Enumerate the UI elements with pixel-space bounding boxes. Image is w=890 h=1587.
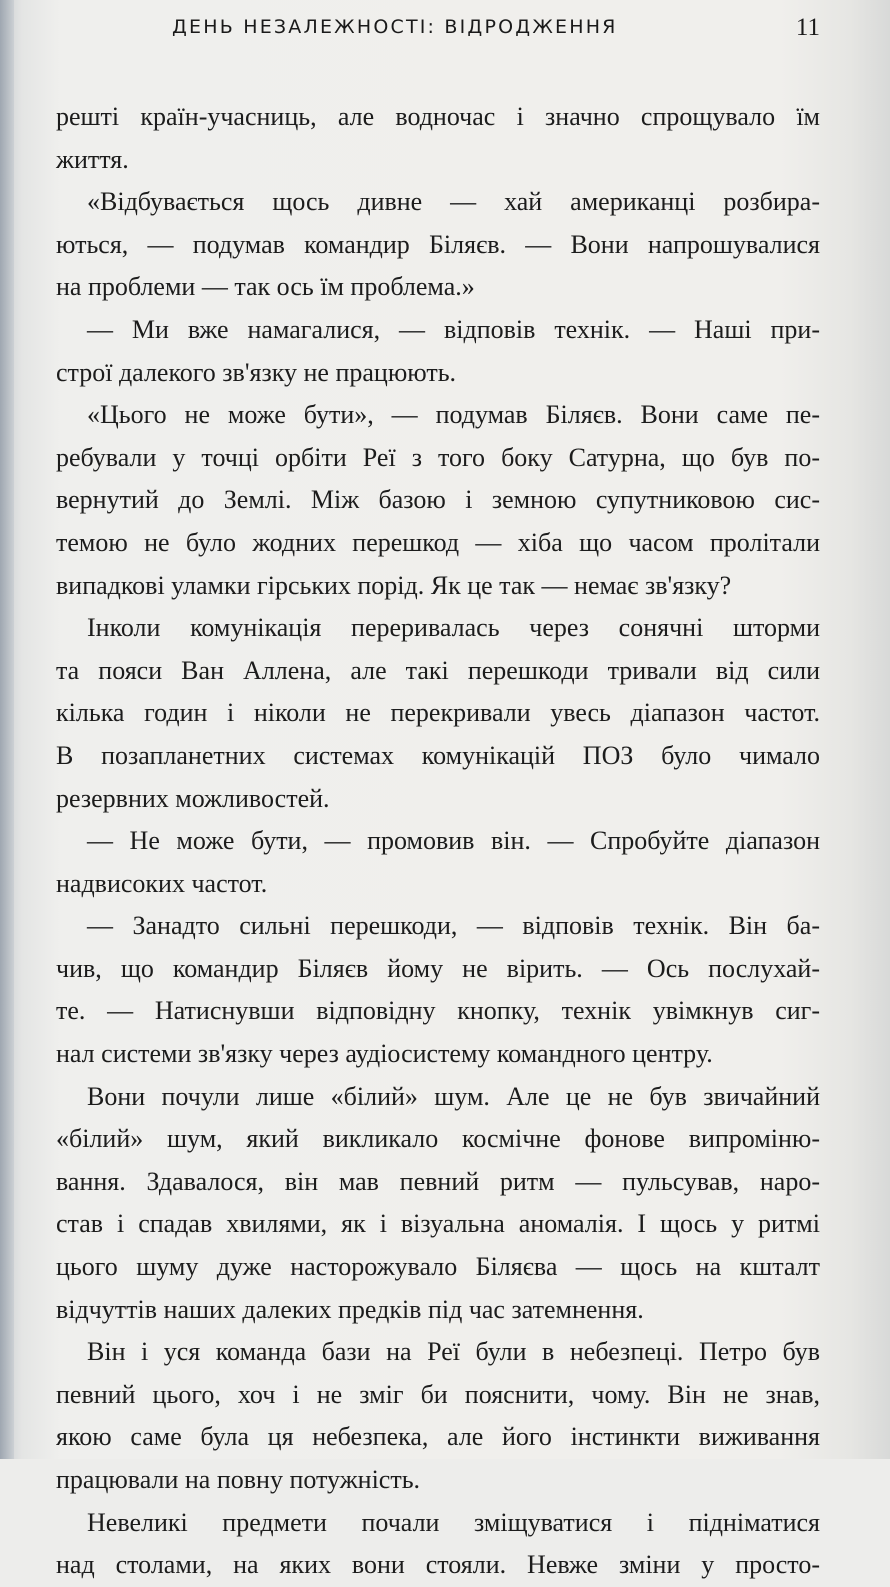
text-line: випадкові уламки гірських порід. Як це так — немає зв'язку? <box>56 570 732 600</box>
text-line: «Цього не може бути», — подумав Біляєв. Вони саме пе- <box>87 400 820 430</box>
text-line: вання. Здавалося, він мав певний ритм — пульсував, наро- <box>56 1166 820 1196</box>
text-line: відчуттів наших далеких предків під час затемнення. <box>56 1294 644 1324</box>
running-title: ДЕНЬ НЕЗАЛЕЖНОСТІ: ВІДРОДЖЕННЯ <box>172 16 618 38</box>
text-line: працювали на повну потужність. <box>56 1465 421 1494</box>
text-line: вернутий до Землі. Між базою і земною супутниковою сис- <box>56 485 820 515</box>
text-line: нал системи зв'язку через аудіосистему командного центру. <box>56 1039 713 1069</box>
paragraph <box>56 96 820 181</box>
page-number: 11 <box>795 14 820 41</box>
paragraph <box>56 1502 820 1587</box>
paragraph <box>56 309 820 394</box>
text-line: темою не було жодних перешкод — хіба що часом пролітали <box>56 527 820 557</box>
text-line: ються, — подумав командир Біляєв. — Вони напрошувалися <box>56 229 820 259</box>
text-line: на проблеми — так ось їм проблема.» <box>56 272 475 302</box>
page-edge-shadow <box>0 0 14 1459</box>
text-line: певний цього, хоч і не зміг би пояснити, чому. Він не знав, <box>56 1379 820 1409</box>
text-line: цього шуму дуже насторожувало Біляєва — щось на кшталт <box>56 1252 820 1282</box>
paragraph <box>56 820 820 905</box>
text-line: надвисоких частот. <box>56 868 268 898</box>
text-line: чив, що командир Біляєв йому не вірить. — Ось послухай- <box>56 953 820 983</box>
text-line: якою саме була ця небезпека, але його інстинкти виживання <box>56 1422 820 1452</box>
text-line: став і спадав хвилями, як і візуальна аномалія. І щось у ритмі <box>56 1209 820 1239</box>
text-line: решті країн-учасниць, але водночас і значно спрощувало їм <box>56 102 820 131</box>
paragraph <box>56 1331 820 1501</box>
text-line: ребували у точці орбіти Реї з того боку Сатурна, що був по- <box>56 442 820 472</box>
paragraph <box>56 181 820 309</box>
text-line: «білий» шум, який викликало космічне фонове випроміню- <box>56 1124 820 1154</box>
text-line: Інколи комунікація переривалась через сонячні шторми <box>87 613 820 643</box>
text-line: В позапланетних системах комунікацій ПОЗ було чимало <box>56 740 820 770</box>
text-line: «Відбувається щось дивне — хай американці розбира- <box>87 187 820 217</box>
paragraph <box>56 1076 820 1332</box>
text-line: Він і уся команда бази на Реї були в небезпеці. Петро був <box>87 1337 820 1367</box>
paragraph <box>56 905 820 1075</box>
text-line: — Ми вже намагалися, — відповів технік. — Наші при- <box>87 314 820 344</box>
paragraph <box>56 607 820 820</box>
text-line: над столами, на яких вони стояли. Невже зміни у просто- <box>56 1550 820 1580</box>
text-line: Невеликі предмети почали зміщуватися і підніматися <box>87 1507 820 1537</box>
page-header <box>172 14 820 48</box>
text-line: — Не може бути, — промовив він. — Спробуйте діапазон <box>87 826 820 856</box>
text-line: — Занадто сильні перешкоди, — відповів технік. Він ба- <box>87 911 820 941</box>
text-line: строї далекого зв'язку не працюють. <box>56 357 457 387</box>
text-line: життя. <box>56 144 129 174</box>
text-line: кілька годин і ніколи не перекривали увесь діапазон частот. <box>56 698 820 728</box>
text-line: те. — Натиснувши відповідну кнопку, технік увімкнув сиг- <box>56 996 820 1026</box>
body-text <box>56 96 820 1587</box>
text-line: резервних можливостей. <box>56 783 330 813</box>
paragraph <box>56 394 820 607</box>
text-line: Вони почули лише «білий» шум. Але це не був звичайний <box>87 1081 820 1111</box>
text-line: та пояси Ван Аллена, але такі перешкоди тривали від сили <box>56 655 820 685</box>
